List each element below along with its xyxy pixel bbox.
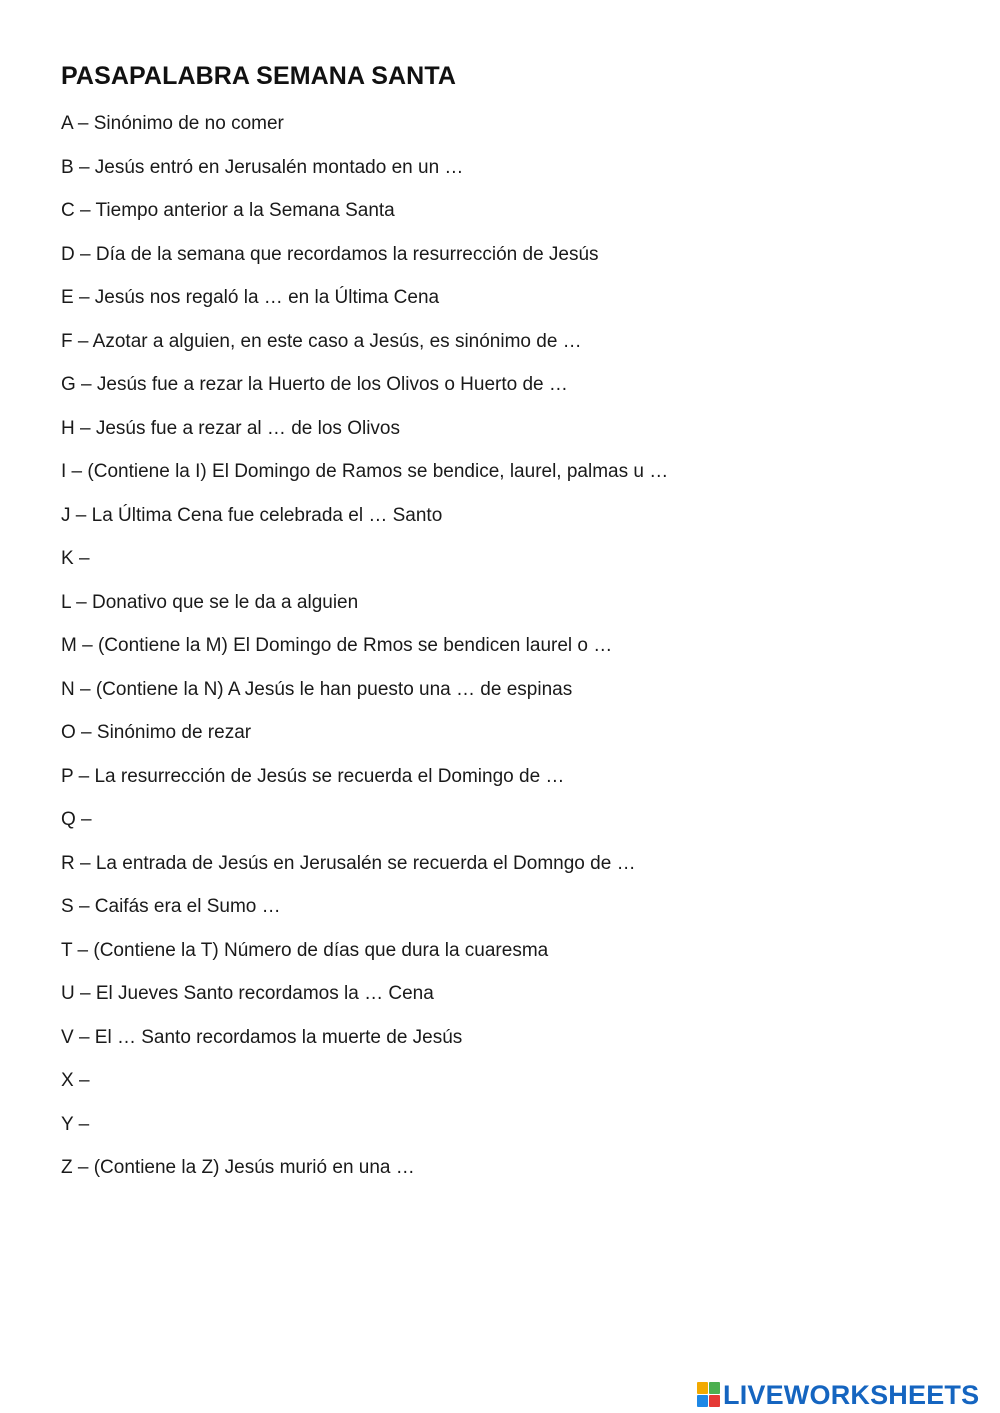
clue-h: H – Jesús fue a rezar al … de los Olivos <box>61 417 400 439</box>
clue-j: J – La Última Cena fue celebrada el … Santo <box>61 504 443 526</box>
clue-f: F – Azotar a alguien, en este caso a Jesús, es sinónimo de … <box>61 330 582 352</box>
clue-z: Z – (Contiene la Z) Jesús murió en una … <box>61 1157 415 1178</box>
clue-m: M – (Contiene la M) El Domingo de Rmos se bendicen laurel o … <box>61 635 613 656</box>
clue-c: C – Tiempo anterior a la Semana Santa <box>61 200 395 221</box>
clue-d: D – Día de la semana que recordamos la resurrección de Jesús <box>61 243 599 265</box>
clue-s: S – Caifás era el Sumo … <box>61 896 281 917</box>
clue-k: K – <box>61 548 90 569</box>
clue-a: A – Sinónimo de no comer <box>61 113 284 134</box>
clue-b: B – Jesús entró en Jerusalén montado en un … <box>61 156 464 178</box>
clue-t: T – (Contiene la T) Número de días que dura la cuaresma <box>61 939 549 961</box>
clue-n: N – (Contiene la N) A Jesús le han puesto una … de espinas <box>61 678 573 700</box>
clue-g: G – Jesús fue a rezar la Huerto de los Olivos o Huerto de … <box>61 374 568 395</box>
clue-u: U – El Jueves Santo recordamos la … Cena <box>61 983 434 1004</box>
clue-e: E – Jesús nos regaló la … en la Última Cena <box>61 287 440 308</box>
brand-text: LIVEWORKSHEETS <box>723 1380 980 1410</box>
clue-q: Q – <box>61 809 92 830</box>
clue-r: R – La entrada de Jesús en Jerusalén se recuerda el Domngo de … <box>61 852 636 874</box>
clue-v: V – El … Santo recordamos la muerte de Jesús <box>61 1026 463 1048</box>
liveworksheets-brand <box>697 1378 979 1412</box>
clue-list <box>61 110 668 1198</box>
clue-o: O – Sinónimo de rezar <box>61 722 252 743</box>
clue-x: X – <box>61 1070 90 1091</box>
clue-p: P – La resurrección de Jesús se recuerda el Domingo de … <box>61 765 565 787</box>
clue-y: Y – <box>61 1113 90 1135</box>
clue-l: L – Donativo que se le da a alguien <box>61 591 359 613</box>
page-title: PASAPALABRA SEMANA SANTA <box>61 62 456 90</box>
clue-i: I – (Contiene la I) El Domingo de Ramos se bendice, laurel, palmas u … <box>61 461 669 482</box>
liveworksheets-logo-icon <box>697 1382 721 1408</box>
